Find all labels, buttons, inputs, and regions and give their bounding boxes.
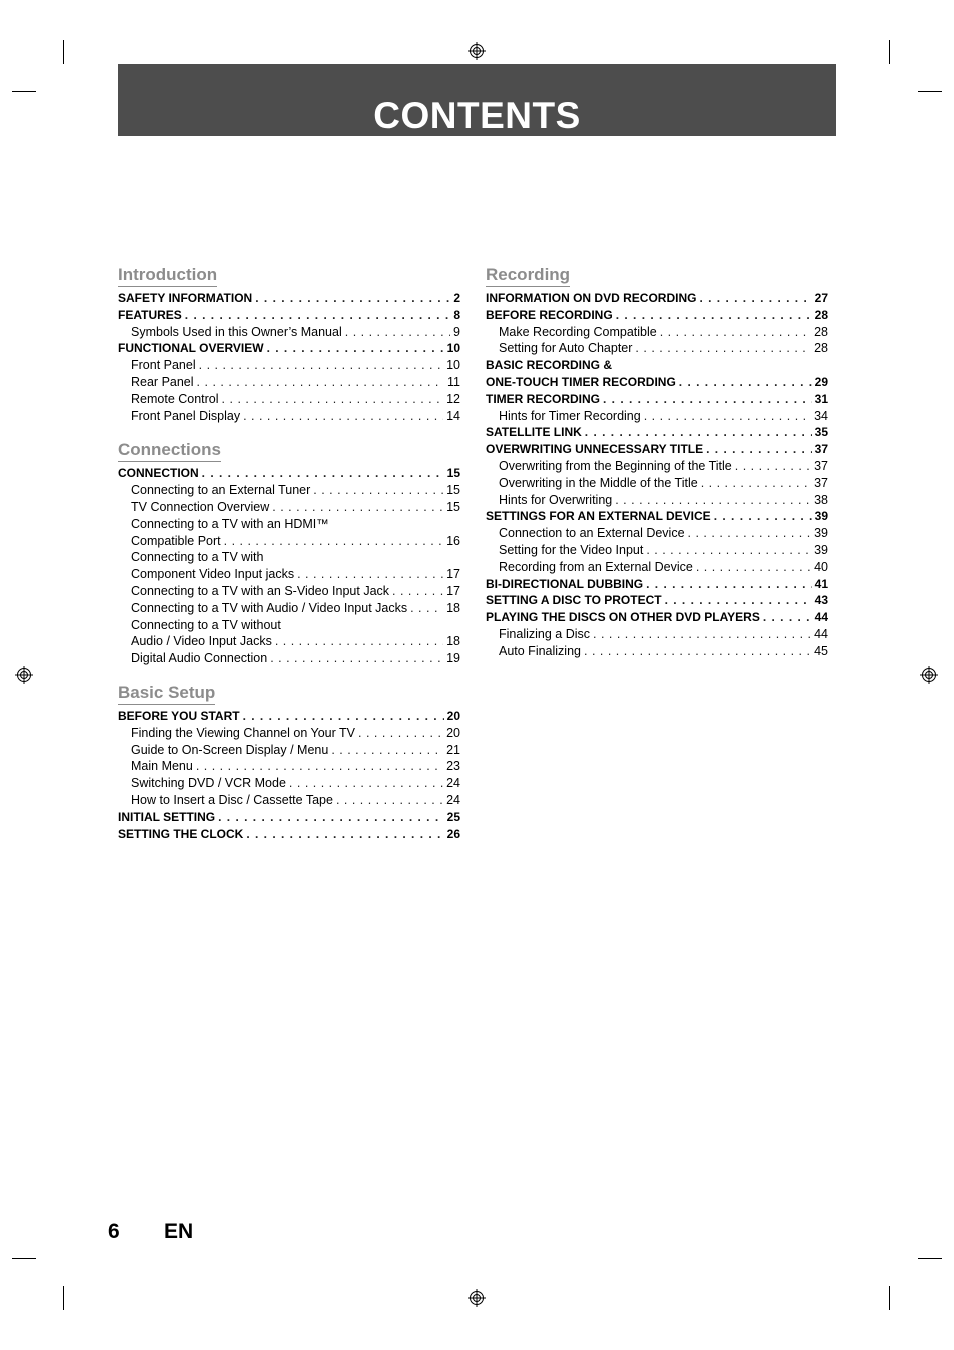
toc-entry-sub[interactable] — [118, 549, 460, 566]
entry-title: Finding the Viewing Channel on Your TV — [131, 725, 356, 740]
dot-leader — [185, 307, 451, 324]
entry-page-number: 37 — [814, 442, 828, 457]
entry-page-number: 15 — [446, 466, 460, 481]
entry-page-number: 34 — [814, 408, 828, 423]
registration-mark-icon — [920, 666, 938, 684]
toc-entry-main[interactable] — [486, 374, 828, 391]
toc-right-column — [486, 264, 828, 675]
toc-entry-sub[interactable] — [486, 408, 828, 425]
entry-title: SAFETY INFORMATION — [118, 291, 253, 305]
toc-section — [486, 264, 828, 660]
entry-page-number: 12 — [446, 391, 460, 406]
entry-page-number: 45 — [814, 643, 828, 658]
toc-entry-main[interactable] — [118, 307, 460, 324]
toc-entry-main[interactable] — [118, 809, 460, 826]
crop-mark — [918, 1258, 942, 1259]
entry-title: BASIC RECORDING & — [486, 358, 613, 373]
toc-entry-main[interactable] — [118, 465, 460, 482]
toc-entry-sub[interactable] — [486, 626, 828, 643]
entry-title: PLAYING THE DISCS ON OTHER DVD PLAYERS — [486, 610, 760, 625]
entry-title: Finalizing a Disc — [499, 626, 591, 641]
entry-page-number: 41 — [814, 576, 828, 591]
dot-leader — [593, 626, 811, 643]
toc-entry-main[interactable] — [118, 826, 460, 843]
dot-leader — [410, 600, 443, 617]
dot-leader — [763, 609, 812, 626]
dot-leader — [297, 566, 443, 583]
dot-leader — [243, 408, 443, 425]
toc-entry-sub[interactable] — [118, 533, 460, 550]
entry-page-number: 24 — [446, 776, 460, 791]
toc-entry-main[interactable] — [486, 592, 828, 609]
entry-page-number: 28 — [814, 341, 828, 356]
toc-entry-main[interactable] — [118, 708, 460, 725]
toc-entry-sub[interactable] — [486, 458, 828, 475]
entry-page-number: 39 — [814, 509, 828, 524]
dot-leader — [267, 340, 444, 357]
toc-entry-sub[interactable] — [118, 357, 460, 374]
dot-leader — [714, 508, 812, 525]
toc-entry-sub[interactable] — [118, 775, 460, 792]
entry-page-number: 21 — [446, 742, 460, 757]
crop-mark — [918, 91, 942, 92]
entry-title: Connecting to a TV without — [131, 617, 281, 632]
section-title: Basic Setup — [118, 682, 215, 705]
entry-title: INITIAL SETTING — [118, 809, 216, 824]
dot-leader — [289, 775, 443, 792]
entry-page-number: 9 — [453, 324, 460, 339]
toc-entry-sub[interactable] — [118, 600, 460, 617]
dot-leader — [644, 408, 811, 425]
entry-page-number: 31 — [814, 391, 828, 406]
toc-entry-sub[interactable] — [118, 792, 460, 809]
dot-leader — [199, 357, 443, 374]
entry-title: Component Video Input jacks — [131, 567, 295, 582]
crop-mark — [889, 1286, 890, 1310]
dot-leader — [224, 533, 443, 550]
section-title: Connections — [118, 439, 221, 462]
entry-title: Hints for Timer Recording — [499, 408, 641, 423]
crop-mark — [889, 40, 890, 64]
entry-page-number: 2 — [453, 291, 460, 305]
dot-leader — [313, 482, 443, 499]
entry-page-number: 20 — [446, 708, 460, 723]
entry-title: Connecting to a TV with an S-Video Input Jack — [131, 583, 390, 598]
entry-title: How to Insert a Disc / Cassette Tape — [131, 792, 333, 807]
entry-page-number: 26 — [446, 826, 460, 841]
entry-title: TV Connection Overview — [131, 499, 270, 514]
toc-entry-sub[interactable] — [118, 566, 460, 583]
entry-page-number: 44 — [814, 626, 828, 641]
dot-leader — [584, 643, 811, 660]
dot-leader — [688, 525, 812, 542]
entry-title: Main Menu — [131, 759, 193, 774]
entry-title: Connecting to a TV with Audio / Video Input Jacks — [131, 600, 408, 615]
dot-leader — [345, 324, 450, 341]
dot-leader — [246, 826, 443, 843]
entry-page-number: 15 — [446, 483, 460, 498]
toc-entry-sub[interactable] — [486, 525, 828, 542]
toc-entry-sub[interactable] — [118, 516, 460, 533]
dot-leader — [615, 492, 811, 509]
entry-page-number: 17 — [446, 583, 460, 598]
entry-page-number: 39 — [814, 526, 828, 541]
entry-page-number: 17 — [446, 567, 460, 582]
entry-title: Hints for Overwriting — [499, 492, 613, 507]
entry-page-number: 14 — [446, 408, 460, 423]
toc-entry-sub[interactable] — [486, 324, 828, 341]
entry-page-number: 8 — [453, 307, 460, 322]
entry-page-number: 10 — [446, 358, 460, 373]
dot-leader — [218, 809, 444, 826]
toc-entry-main[interactable] — [486, 357, 828, 374]
dot-leader — [635, 340, 811, 357]
dot-leader — [196, 758, 443, 775]
dot-leader — [585, 424, 812, 441]
dot-leader — [270, 650, 443, 667]
toc-left-column — [118, 264, 460, 857]
entry-page-number: 27 — [814, 291, 828, 305]
dot-leader — [336, 792, 443, 809]
entry-title: Connection to an External Device — [499, 526, 685, 541]
dot-leader — [255, 290, 450, 307]
entry-title: Symbols Used in this Owner’s Manual — [131, 324, 342, 339]
toc-entry-sub[interactable] — [118, 617, 460, 634]
entry-page-number: 28 — [814, 324, 828, 339]
dot-leader — [679, 374, 812, 391]
entry-title: Setting for Auto Chapter — [499, 341, 633, 356]
dot-leader — [243, 708, 444, 725]
entry-page-number: 44 — [814, 610, 828, 625]
entry-page-number: 16 — [446, 533, 460, 548]
dot-leader — [696, 559, 811, 576]
registration-mark-icon — [15, 666, 33, 684]
entry-title: CONNECTION — [118, 466, 199, 481]
toc-entry-sub[interactable] — [118, 633, 460, 650]
entry-title: FEATURES — [118, 307, 182, 322]
toc-entry-main[interactable] — [486, 307, 828, 324]
toc-entry-sub[interactable] — [118, 482, 460, 499]
entry-page-number: 11 — [447, 374, 460, 389]
entry-page-number: 43 — [814, 593, 828, 608]
toc-entry-sub[interactable] — [118, 742, 460, 759]
entry-page-number: 29 — [814, 374, 828, 389]
dot-leader — [197, 374, 444, 391]
entry-title: BEFORE YOU START — [118, 708, 240, 723]
entry-title: Compatible Port — [131, 533, 221, 548]
dot-leader — [735, 458, 811, 475]
entry-title: Rear Panel — [131, 374, 194, 389]
dot-leader — [222, 391, 444, 408]
dot-leader — [665, 592, 812, 609]
registration-mark-icon — [468, 42, 486, 60]
entry-page-number: 40 — [814, 559, 828, 574]
toc-entry-sub[interactable] — [118, 725, 460, 742]
entry-title: ONE-TOUCH TIMER RECORDING — [486, 374, 676, 389]
entry-title: SETTING A DISC TO PROTECT — [486, 593, 662, 608]
entry-title: SETTING THE CLOCK — [118, 826, 244, 841]
toc-entry-main[interactable] — [486, 508, 828, 525]
toc-entry-sub[interactable] — [118, 499, 460, 516]
toc-entry-sub[interactable] — [118, 374, 460, 391]
entry-title: Front Panel Display — [131, 408, 241, 423]
toc-entry-main[interactable] — [486, 424, 828, 441]
entry-title: Switching DVD / VCR Mode — [131, 776, 286, 791]
toc-entry-sub[interactable] — [118, 583, 460, 600]
dot-leader — [331, 742, 443, 759]
entry-title: Connecting to an External Tuner — [131, 483, 311, 498]
dot-leader — [701, 475, 811, 492]
entry-title: Setting for the Video Input — [499, 542, 644, 557]
toc-entry-sub[interactable] — [486, 475, 828, 492]
entry-title: Overwriting from the Beginning of the Title — [499, 458, 732, 473]
entry-page-number: 19 — [446, 651, 460, 666]
page-title: CONTENTS — [373, 95, 581, 136]
toc-entry-main[interactable] — [486, 576, 828, 593]
dot-leader — [358, 725, 443, 742]
entry-title: FUNCTIONAL OVERVIEW — [118, 341, 264, 356]
entry-page-number: 28 — [814, 307, 828, 322]
dot-leader — [603, 391, 812, 408]
entry-title: Guide to On-Screen Display / Menu — [131, 742, 329, 757]
crop-mark — [12, 1258, 36, 1259]
crop-mark — [63, 40, 64, 64]
toc-entry-main[interactable] — [118, 290, 460, 307]
section-title: Introduction — [118, 264, 217, 287]
crop-mark — [12, 91, 36, 92]
toc-entry-sub[interactable] — [486, 492, 828, 509]
entry-page-number: 35 — [814, 425, 828, 440]
entry-page-number: 24 — [446, 792, 460, 807]
entry-page-number: 18 — [446, 634, 460, 649]
toc-section — [118, 264, 460, 424]
dot-leader — [646, 576, 812, 593]
toc-entry-sub[interactable] — [118, 408, 460, 425]
entry-page-number: 15 — [446, 499, 460, 514]
entry-page-number: 39 — [814, 542, 828, 557]
dot-leader — [272, 499, 443, 516]
entry-title: Remote Control — [131, 391, 219, 406]
crop-mark — [63, 1286, 64, 1310]
entry-title: Digital Audio Connection — [131, 651, 268, 666]
toc-entry-sub[interactable] — [118, 324, 460, 341]
toc-entry-main[interactable] — [486, 290, 828, 307]
toc-entry-sub[interactable] — [486, 340, 828, 357]
toc-entry-main[interactable] — [486, 441, 828, 458]
entry-page-number: 38 — [814, 492, 828, 507]
toc-section — [118, 682, 460, 842]
entry-page-number: 20 — [446, 725, 460, 740]
entry-page-number: 37 — [814, 458, 828, 473]
dot-leader — [646, 542, 811, 559]
toc-entry-sub[interactable] — [486, 542, 828, 559]
entry-title: Connecting to a TV with an HDMI™ — [131, 516, 329, 531]
entry-page-number: 10 — [446, 341, 460, 356]
entry-title: TIMER RECORDING — [486, 391, 600, 406]
entry-title: Recording from an External Device — [499, 559, 693, 574]
language-code: EN — [164, 1220, 194, 1243]
toc-entry-main[interactable] — [118, 340, 460, 357]
entry-page-number: 25 — [446, 809, 460, 824]
entry-title: Overwriting in the Middle of the Title — [499, 475, 698, 490]
toc-entry-main[interactable] — [486, 391, 828, 408]
entry-page-number: 37 — [814, 475, 828, 490]
toc-entry-sub[interactable] — [486, 559, 828, 576]
toc-section — [118, 439, 460, 667]
page-number: 6 — [108, 1220, 120, 1243]
entry-title: Front Panel — [131, 358, 196, 373]
entry-title: Connecting to a TV with — [131, 550, 264, 565]
dot-leader — [616, 307, 812, 324]
toc-entry-sub[interactable] — [118, 391, 460, 408]
toc-entry-main[interactable] — [486, 609, 828, 626]
registration-mark-icon — [468, 1289, 486, 1307]
toc-entry-sub[interactable] — [118, 758, 460, 775]
entry-title: Audio / Video Input Jacks — [131, 634, 272, 649]
header-banner — [118, 64, 836, 136]
dot-leader — [392, 583, 443, 600]
entry-title: Make Recording Compatible — [499, 324, 657, 339]
entry-title: Auto Finalizing — [499, 643, 581, 658]
dot-leader — [706, 441, 812, 458]
entry-title: OVERWRITING UNNECESSARY TITLE — [486, 442, 704, 457]
dot-leader — [202, 465, 444, 482]
entry-page-number: 18 — [446, 600, 460, 615]
section-title: Recording — [486, 264, 570, 287]
entry-title: BEFORE RECORDING — [486, 307, 613, 322]
dot-leader — [699, 290, 811, 307]
entry-title: BI-DIRECTIONAL DUBBING — [486, 576, 644, 591]
entry-title: SETTINGS FOR AN EXTERNAL DEVICE — [486, 509, 711, 524]
dot-leader — [660, 324, 811, 341]
entry-title: INFORMATION ON DVD RECORDING — [486, 291, 697, 305]
toc-entry-sub[interactable] — [118, 650, 460, 667]
toc-entry-sub[interactable] — [486, 643, 828, 660]
entry-page-number: 23 — [446, 759, 460, 774]
entry-title: SATELLITE LINK — [486, 425, 582, 440]
dot-leader — [275, 633, 443, 650]
